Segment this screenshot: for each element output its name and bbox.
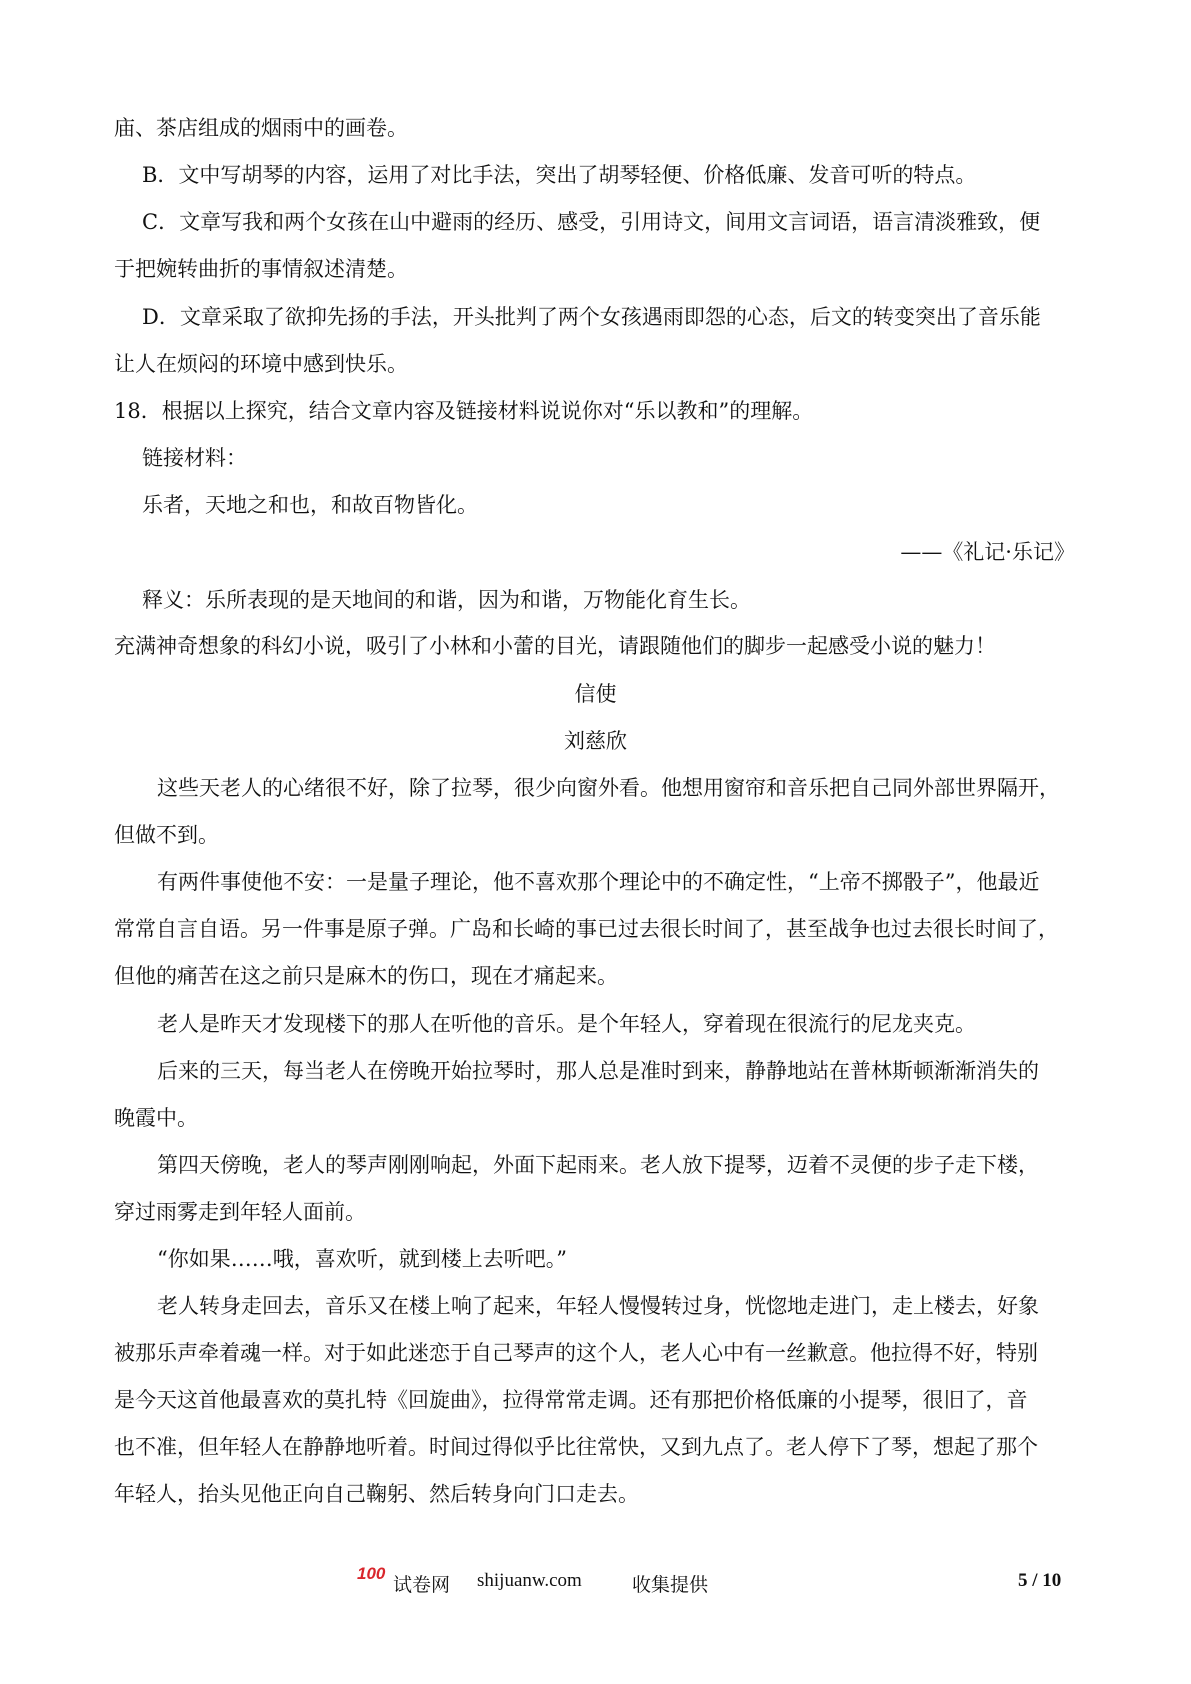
text-line: 庙、茶店组成的烟雨中的画卷。 xyxy=(114,116,408,140)
paragraph-line: 是今天这首他最喜欢的莫扎特《回旋曲》，拉得常常走调。还有那把价格低廉的小提琴，很旧了，音 xyxy=(114,1388,1028,1412)
paragraph-line: 晚霞中。 xyxy=(114,1106,198,1130)
quote-line: 乐者，天地之和也，和故百物皆化。 xyxy=(142,493,478,517)
story-author: 刘慈欣 xyxy=(564,729,627,753)
paragraph-line: 老人是昨天才发现楼下的那人在听他的音乐。是个年轻人，穿着现在很流行的尼龙夹克。 xyxy=(157,1012,976,1036)
paragraph-line: 常常自言自语。另一件事是原子弹。广岛和长崎的事已过去很长时间了，甚至战争也过去很长时间了， xyxy=(114,917,1059,941)
paragraph-line: 但他的痛苦在这之前只是麻木的伤口，现在才痛起来。 xyxy=(114,964,618,988)
quote-source: ——《礼记·乐记》 xyxy=(900,540,1075,564)
paragraph-line: 后来的三天，每当老人在傍晚开始拉琴时，那人总是准时到来，静静地站在普林斯顿渐渐消失的 xyxy=(157,1059,1039,1083)
svg-text:100: 100 xyxy=(357,1564,386,1583)
text-line: 让人在烦闷的环境中感到快乐。 xyxy=(114,352,408,376)
paragraph-line: 但做不到。 xyxy=(114,823,219,847)
link-material-label: 链接材料： xyxy=(142,446,247,470)
paragraph-line: 也不准，但年轻人在静静地听着。时间过得似乎比往常快，又到九点了。老人停下了琴，想起了那个 xyxy=(114,1435,1038,1459)
site-name: 试卷网 xyxy=(393,1574,451,1596)
paragraph-line: 穿过雨雾走到年轻人面前。 xyxy=(114,1200,366,1224)
paragraph-line: 有两件事使他不安：一是量子理论，他不喜欢那个理论中的不确定性，“上帝不掷骰子”，他最近 xyxy=(157,870,1040,894)
question-18: 18．根据以上探究，结合文章内容及链接材料说说你对“乐以教和”的理解。 xyxy=(114,399,814,423)
paragraph-line: 老人转身走回去，音乐又在楼上响了起来，年轻人慢慢转过身，恍惚地走进门，走上楼去，好象 xyxy=(157,1294,1039,1318)
option-d: D．文章采取了欲抑先扬的手法，开头批判了两个女孩遇雨即怨的心态，后文的转变突出了音乐能 xyxy=(142,305,1041,329)
provider-label: 收集提供 xyxy=(632,1574,709,1596)
dialogue-line: “你如果……哦，喜欢听，就到楼上去听吧。” xyxy=(157,1247,567,1271)
site-logo-icon xyxy=(357,1562,393,1584)
paragraph-line: 年轻人，抬头见他正向自己鞠躬、然后转身向门口走去。 xyxy=(114,1482,639,1506)
option-c: C．文章写我和两个女孩在山中避雨的经历、感受，引用诗文，间用文言词语，语言清淡雅致，便 xyxy=(142,210,1041,234)
paragraph-line: 这些天老人的心绪很不好，除了拉琴，很少向窗外看。他想用窗帘和音乐把自己同外部世界隔开， xyxy=(157,776,1060,800)
text-line: 于把婉转曲折的事情叙述清楚。 xyxy=(114,257,408,281)
paragraph-line: 第四天傍晚，老人的琴声刚刚响起，外面下起雨来。老人放下提琴，迈着不灵便的步子走下楼， xyxy=(157,1153,1039,1177)
option-b: B．文中写胡琴的内容，运用了对比手法，突出了胡琴轻便、价格低廉、发音可听的特点。 xyxy=(142,163,977,187)
page-number: 5 / 10 xyxy=(1018,1570,1062,1591)
story-title: 信使 xyxy=(574,682,617,706)
paragraph-line: 被那乐声牵着魂一样。对于如此迷恋于自己琴声的这个人，老人心中有一丝歉意。他拉得不好，特别 xyxy=(114,1341,1038,1365)
explanation-line: 释义：乐所表现的是天地间的和谐，因为和谐，万物能化育生长。 xyxy=(142,588,751,612)
intro-line: 充满神奇想象的科幻小说，吸引了小林和小蕾的目光，请跟随他们的脚步一起感受小说的魅力！ xyxy=(114,634,996,658)
site-domain: shijuanw.com xyxy=(477,1570,582,1591)
